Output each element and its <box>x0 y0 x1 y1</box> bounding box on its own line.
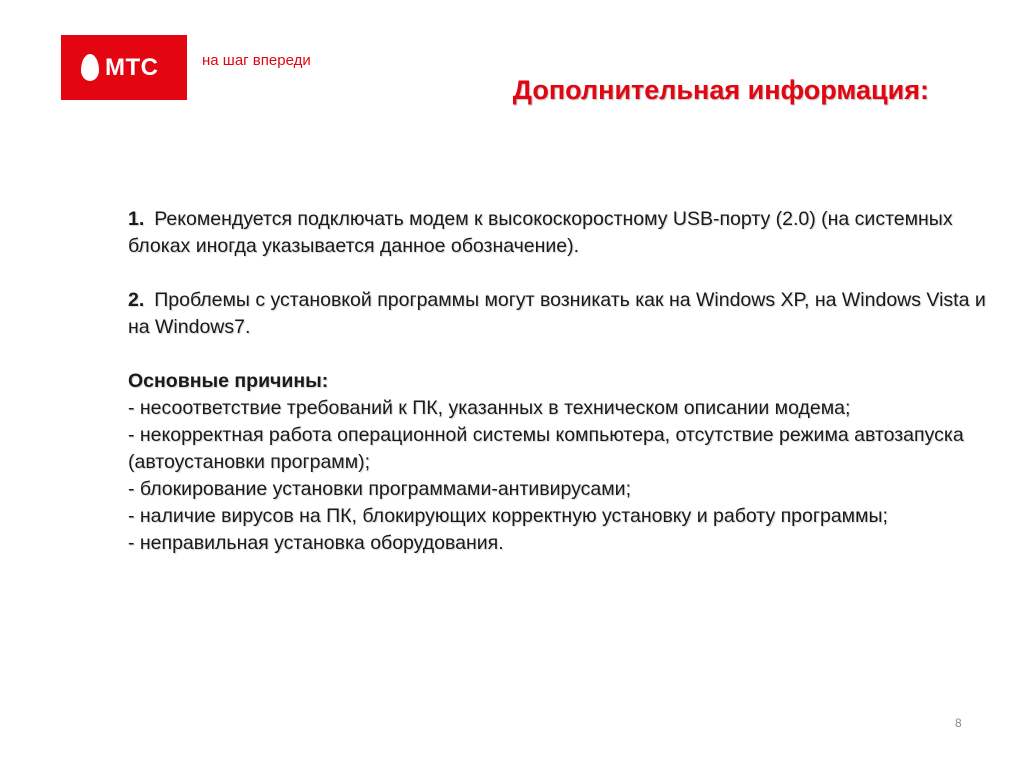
reason-item: - некорректная работа операционной системы компьютера, отсутствие режима автозапуска (автоустановки программ); <box>128 424 964 473</box>
mts-egg-icon <box>81 54 99 81</box>
item-2 <box>128 287 988 341</box>
item-2-text: Проблемы с установкой программы могут возникать как на Windows XP, на Windows Vista и на Windows7. <box>128 289 986 338</box>
reason-item: - блокирование установки программами-антивирусами; <box>128 478 631 500</box>
logo-text: МТС <box>105 54 159 81</box>
item-2-number: 2. <box>128 289 145 311</box>
slide-content <box>128 206 988 557</box>
slide-title: Дополнительная информация: <box>512 75 929 105</box>
reason-item: - неправильная установка оборудования. <box>128 532 504 554</box>
reason-item: - наличие вирусов на ПК, блокирующих корректную установку и работу программы; <box>128 505 888 527</box>
item-1-number: 1. <box>128 208 145 230</box>
reasons-heading: Основные причины: <box>128 370 329 392</box>
page-number: 8 <box>955 716 962 730</box>
reason-item: - несоответствие требований к ПК, указанных в техническом описании модема; <box>128 397 851 419</box>
mts-logo <box>61 35 187 100</box>
slogan: на шаг впереди <box>202 52 311 69</box>
item-1-text: Рекомендуется подключать модем к высокоскоростному USB-порту (2.0) (на системных блоках иногда указывается данное обозначение). <box>128 208 953 257</box>
item-1 <box>128 206 988 260</box>
